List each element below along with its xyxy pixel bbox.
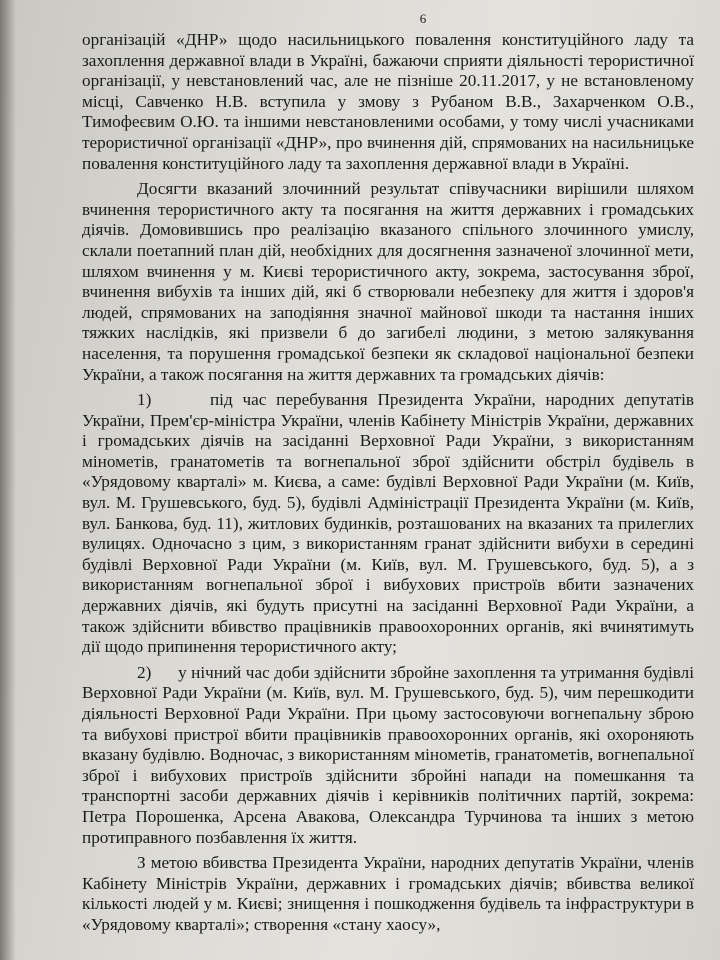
list-item-1 [82, 390, 694, 658]
list-item-text: під час перебування Президента України, народних депутатів України, Прем'єр-міністра України, членів Кабінету Міністрів України, державних і громадських діячів на засіданні Верховної Ради України, з використанням мінометів, гранатометів та вогнепальної зброї здійснити обстріл будівель в «Урядовому кварталі» м. Києва, а саме: будівлі Верховної Ради України (м. Київ, вул. М. Грушевського, буд. 5), будівлі Адміністрації Президента України (м. Київ, вул. Банкова, буд. 11), житлових будинків, розташованих на вказаних та прилеглих вулицях. Одночасно з цим, з використанням гранат здійснити вибухи в середині будівлі Верховної Ради України (м. Київ, вул. М. Грушевського, буд. 5), а з використанням вогнепальної зброї і вибухових пристроїв вбити зазначених державних діячів, які будуть присутні на засіданні Верховної Ради України, а також здійснити вбивство працівників правоохоронних органів, які вчинятимуть дії щодо припинення терористичного акту; [82, 390, 694, 657]
page-edge-shadow [0, 0, 16, 960]
list-marker: 2) [137, 662, 152, 682]
list-marker: 1) [137, 390, 152, 410]
paragraph-plan: Досягти вказаний злочинний результат співучасники вирішили шляхом вчинення терористичного акту та посягання на життя державних і громадських діячів. Домовившись про реалізацію вказаного спільного злочинного умислу, склали поетапний план дій, необхідних для досягнення зазначеної злочинної мети, шляхом вчинення у м. Києві терористичного акту, зокрема, застосування зброї, вчинення вибухів та інших дій, які б створювали небезпеку для життя і здоров'я людей, спрямованих на заподіяння значної майнової шкоди та настання інших тяжких наслідків, які призвели б до загибелі людини, з метою залякування населення, та порушення громадської безпеки як складової національної безпеки України, а також посягання на життя державних та громадських діячів: [82, 179, 694, 384]
page-number: 6 [419, 11, 427, 26]
paragraph-closing: З метою вбивства Президента України, народних депутатів України, членів Кабінету Міністрів України, державних і громадських діячів; вбивства великої кількості людей у м. Києві; знищення і пошкодження будівель та інфраструктури в «Урядовому кварталі»; створення «стану хаосу», [82, 853, 694, 934]
document-body [82, 30, 694, 936]
list-item-2 [82, 663, 694, 848]
list-item-text: у нічний час доби здійснити збройне захоплення та утримання будівлі Верховної Ради України (м. Київ, вул. М. Грушевського, буд. 5), чим перешкодити діяльності Верховної Ради України. При цьому застосовуючи вогнепальну зброю та вибухові пристрої вбити працівників правоохоронних органів, які охороняють вказану будівлю. Водночас, з використанням мінометів, гранатометів, вогнепальної зброї і вибухових пристроїв здійснити збройні напади на помешкання та транспортні засоби державних діячів і керівників політичних партій, зокрема: Петра Порошенка, Арсена Авакова, Олександра Турчинова та інших з метою протиправного позбавлення їх життя. [82, 662, 695, 847]
paragraph-conspiracy: організацій «ДНР» щодо насильницького повалення конституційного ладу та захоплення державної влади в Україні, бажаючи сприяти діяльності терористичної організації, у невстановлений час, але не пізніше 20.11.2017, у не встановленому місці, Савченко Н.В. вступила у змову з Рубаном В.В., Захарченком О.В., Тимофеєвим О.Ю. та іншими невстановленими особами, у тому числі учасниками терористичної організації «ДНР», про вчинення дій, спрямованих на насильницьке повалення конституційного ладу та захоплення державної влади в Україні. [82, 30, 694, 173]
